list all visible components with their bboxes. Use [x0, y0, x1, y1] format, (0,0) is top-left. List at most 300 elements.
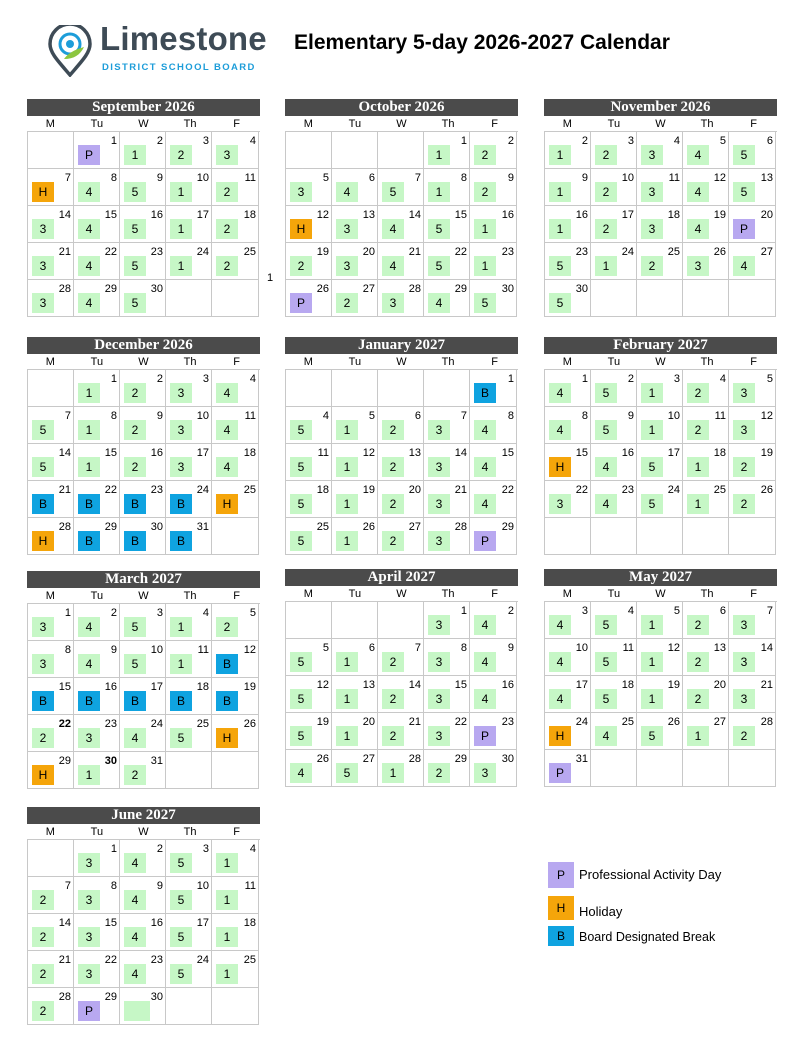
day-cell [212, 914, 259, 951]
day-cell [470, 370, 517, 407]
day-code-badge: 4 [382, 219, 404, 239]
day-number: 12 [243, 644, 256, 656]
day-number: 10 [196, 410, 209, 422]
day-number: 29 [104, 283, 117, 295]
day-number: 7 [414, 172, 421, 184]
day-number: 11 [668, 172, 680, 184]
day-number: 21 [58, 246, 71, 258]
day-code-badge: 2 [382, 494, 404, 514]
day-code-badge: B [216, 654, 238, 674]
day-number: 12 [316, 679, 329, 691]
week-row [28, 678, 260, 715]
day-number: 23 [621, 484, 634, 496]
day-number: 16 [501, 209, 514, 221]
weekday-label: W [138, 590, 149, 602]
day-code-badge: 5 [124, 617, 146, 637]
day-cell [166, 914, 212, 951]
month-title: October 2026 [285, 99, 518, 116]
day-cell [545, 518, 591, 555]
day-code-badge: 2 [216, 256, 238, 276]
day-code-badge: 4 [428, 293, 450, 313]
week-row [286, 676, 518, 713]
day-cell [470, 206, 517, 243]
day-cell [591, 750, 637, 787]
day-number: 2 [581, 135, 588, 147]
day-number: 11 [244, 410, 256, 422]
day-number: 8 [110, 880, 117, 892]
weekday-header [285, 116, 518, 132]
day-code-badge: 1 [336, 494, 358, 514]
day-code-badge: 5 [170, 853, 192, 873]
day-cell [424, 132, 470, 169]
day-cell [286, 713, 332, 750]
day-code-badge: 3 [170, 383, 192, 403]
day-cell [683, 407, 729, 444]
day-number: 19 [713, 209, 726, 221]
day-code-badge [124, 1001, 150, 1021]
day-cell [74, 678, 120, 715]
day-number: 1 [460, 135, 467, 147]
day-cell [729, 676, 776, 713]
day-cell [212, 243, 259, 280]
day-cell [28, 715, 74, 752]
day-number: 4 [202, 607, 209, 619]
weekday-label: Tu [348, 588, 362, 600]
day-cell [28, 988, 74, 1025]
day-cell [470, 407, 517, 444]
day-code-badge: 1 [336, 531, 358, 551]
day-code-badge: 1 [216, 853, 238, 873]
day-code-badge: 3 [733, 689, 755, 709]
day-number: 10 [667, 410, 680, 422]
day-code-badge: 1 [170, 256, 192, 276]
weekday-label: F [491, 118, 499, 130]
day-code-badge: 4 [78, 219, 100, 239]
day-number: 29 [104, 521, 117, 533]
day-number: 9 [156, 880, 163, 892]
day-code-badge: 2 [733, 726, 755, 746]
week-row [28, 407, 260, 444]
day-cell [683, 518, 729, 555]
weekday-label: M [562, 356, 572, 368]
day-number: 22 [454, 246, 467, 258]
day-code-badge: 1 [170, 219, 192, 239]
day-cell [120, 243, 166, 280]
day-cell [424, 639, 470, 676]
day-number: 2 [507, 605, 514, 617]
day-number: 3 [202, 135, 209, 147]
day-cell [120, 678, 166, 715]
month-title: April 2027 [285, 569, 518, 586]
month-grid [27, 840, 260, 1025]
day-code-badge: B [32, 691, 54, 711]
day-number: 7 [766, 605, 773, 617]
day-code-badge: 5 [124, 182, 146, 202]
day-code-badge: 2 [382, 531, 404, 551]
day-code-badge: 4 [474, 689, 496, 709]
day-code-badge: 1 [78, 457, 100, 477]
day-code-badge: B [124, 494, 146, 514]
weekday-label: W [655, 356, 666, 368]
weekday-label: W [396, 356, 407, 368]
day-cell [332, 750, 378, 787]
day-cell [378, 518, 424, 555]
day-code-badge: B [78, 531, 100, 551]
day-cell [545, 280, 591, 317]
day-code-badge: 5 [290, 457, 312, 477]
day-number: 2 [110, 607, 117, 619]
day-cell [729, 639, 776, 676]
day-cell [545, 713, 591, 750]
day-code-badge: 1 [78, 765, 100, 785]
day-number: 19 [316, 246, 329, 258]
week-row [286, 639, 518, 676]
day-cell [286, 206, 332, 243]
day-code-badge: 2 [382, 689, 404, 709]
day-cell [28, 604, 74, 641]
weekday-label: F [750, 588, 758, 600]
day-number: 25 [243, 484, 256, 496]
day-code-badge: 5 [549, 293, 571, 313]
day-cell [424, 676, 470, 713]
day-code-badge: 2 [733, 457, 755, 477]
day-cell [683, 169, 729, 206]
day-cell [166, 481, 212, 518]
day-number: 18 [316, 484, 329, 496]
day-number: 1 [64, 607, 71, 619]
day-code-badge: 5 [170, 890, 192, 910]
weekday-label: W [396, 588, 407, 600]
day-number: 12 [760, 410, 773, 422]
weekday-label: F [233, 590, 241, 602]
day-number: 18 [196, 681, 209, 693]
day-cell [424, 407, 470, 444]
weekday-label: W [655, 118, 666, 130]
day-cell [591, 444, 637, 481]
day-cell [286, 444, 332, 481]
week-row [545, 169, 777, 206]
day-number: 30 [501, 753, 514, 765]
day-number: 2 [156, 135, 163, 147]
day-cell [286, 132, 332, 169]
day-cell [212, 988, 259, 1025]
day-number: 14 [408, 679, 421, 691]
day-cell [591, 243, 637, 280]
day-code-badge: 5 [124, 219, 146, 239]
day-number: 30 [575, 283, 588, 295]
day-code-badge: 3 [687, 256, 709, 276]
month-title: February 2027 [544, 337, 777, 354]
day-cell [637, 169, 683, 206]
day-code-badge: 4 [474, 615, 496, 635]
month-title: January 2027 [285, 337, 518, 354]
day-code-badge: 3 [641, 182, 663, 202]
day-cell [286, 169, 332, 206]
legend-swatch-board-break: B [548, 926, 574, 946]
day-code-badge: 2 [382, 652, 404, 672]
day-cell [166, 370, 212, 407]
day-number: 14 [58, 917, 71, 929]
day-number: 15 [104, 447, 117, 459]
weekday-label: M [45, 118, 55, 130]
month-7 [285, 569, 518, 787]
day-cell [545, 639, 591, 676]
day-code-badge: 2 [687, 689, 709, 709]
day-cell [378, 481, 424, 518]
legend-label-holiday: Holiday [579, 904, 623, 919]
day-cell [591, 602, 637, 639]
day-number: 21 [58, 954, 71, 966]
day-number: 5 [766, 373, 773, 385]
day-code-badge: 3 [78, 728, 100, 748]
day-code-badge: 1 [595, 256, 617, 276]
day-code-badge: 2 [687, 652, 709, 672]
day-code-badge: 4 [124, 964, 146, 984]
day-cell [28, 169, 74, 206]
month-3 [27, 337, 260, 555]
day-cell [74, 518, 120, 555]
day-cell [286, 481, 332, 518]
day-cell [378, 639, 424, 676]
day-cell [120, 988, 166, 1025]
day-code-badge: 4 [549, 652, 571, 672]
day-code-badge: 4 [124, 853, 146, 873]
day-cell [637, 407, 683, 444]
day-number: 19 [760, 447, 773, 459]
day-code-badge: 5 [290, 420, 312, 440]
day-code-badge: 1 [474, 219, 496, 239]
day-cell [683, 481, 729, 518]
day-number: 5 [673, 605, 680, 617]
day-code-badge: 1 [216, 964, 238, 984]
day-number: 21 [408, 716, 421, 728]
day-cell [166, 243, 212, 280]
day-code-badge: 2 [733, 494, 755, 514]
day-code-badge: 4 [216, 420, 238, 440]
day-number: 28 [58, 991, 71, 1003]
day-code-badge: 3 [733, 652, 755, 672]
day-code-badge: 2 [336, 293, 358, 313]
week-row [286, 370, 518, 407]
day-cell [166, 518, 212, 555]
day-number: 30 [501, 283, 514, 295]
weekday-label: Th [183, 590, 197, 602]
month-4 [285, 337, 518, 555]
day-code-badge: 2 [428, 763, 450, 783]
day-cell [74, 481, 120, 518]
week-row [28, 169, 260, 206]
day-number: 8 [110, 410, 117, 422]
day-code-badge: H [549, 457, 571, 477]
day-number: 11 [714, 410, 726, 422]
weekday-label: Tu [607, 118, 621, 130]
week-row [286, 713, 518, 750]
day-cell [166, 678, 212, 715]
day-number: 19 [362, 484, 375, 496]
day-cell [545, 243, 591, 280]
weekday-header [27, 824, 260, 840]
day-number: 3 [202, 373, 209, 385]
day-number: 13 [713, 642, 726, 654]
weekday-label: F [233, 356, 241, 368]
day-number: 16 [104, 681, 117, 693]
day-code-badge: 1 [641, 420, 663, 440]
day-cell [120, 407, 166, 444]
day-number: 9 [507, 642, 514, 654]
day-code-badge: 4 [474, 494, 496, 514]
day-code-badge: P [549, 763, 571, 783]
day-cell [120, 715, 166, 752]
day-code-badge: 3 [382, 293, 404, 313]
day-number: 17 [621, 209, 634, 221]
day-number: 1 [581, 373, 588, 385]
day-number: 9 [156, 172, 163, 184]
day-code-badge: 1 [641, 652, 663, 672]
day-number: 24 [196, 484, 209, 496]
day-number: 14 [454, 447, 467, 459]
day-code-badge: 4 [124, 890, 146, 910]
day-code-badge: H [549, 726, 571, 746]
day-code-badge: H [32, 765, 54, 785]
day-number: 4 [249, 373, 256, 385]
day-code-badge: 3 [32, 654, 54, 674]
day-code-badge: 2 [687, 383, 709, 403]
weekday-header [285, 586, 518, 602]
day-code-badge: 3 [290, 182, 312, 202]
day-code-badge: 3 [428, 652, 450, 672]
day-number: 3 [627, 135, 634, 147]
week-row [545, 750, 777, 787]
day-code-badge: 3 [32, 219, 54, 239]
day-cell [637, 444, 683, 481]
day-number: 17 [667, 447, 680, 459]
day-code-badge: 1 [382, 763, 404, 783]
day-code-badge: 2 [124, 457, 146, 477]
day-cell [470, 639, 517, 676]
weekday-label: W [655, 588, 666, 600]
day-cell [470, 132, 517, 169]
weekday-label: Th [441, 588, 455, 600]
day-code-badge: 2 [290, 256, 312, 276]
day-cell [378, 444, 424, 481]
week-row [286, 481, 518, 518]
day-cell [74, 877, 120, 914]
day-number: 3 [156, 607, 163, 619]
month-grid [285, 132, 518, 317]
day-cell [424, 444, 470, 481]
day-code-badge: 1 [549, 145, 571, 165]
day-cell [424, 750, 470, 787]
day-cell [120, 280, 166, 317]
day-number: 30 [150, 283, 163, 295]
day-code-badge: 3 [474, 763, 496, 783]
day-cell [470, 243, 517, 280]
logo-subtitle: DISTRICT SCHOOL BOARD [102, 62, 256, 73]
day-cell [28, 518, 74, 555]
day-code-badge: 2 [216, 182, 238, 202]
week-row [286, 280, 518, 317]
day-code-badge: B [78, 494, 100, 514]
week-row [286, 132, 518, 169]
day-number: 27 [362, 283, 375, 295]
day-cell [286, 407, 332, 444]
day-code-badge: 5 [733, 145, 755, 165]
day-cell [286, 750, 332, 787]
day-cell [545, 169, 591, 206]
day-code-badge: 1 [428, 182, 450, 202]
day-cell [424, 370, 470, 407]
day-number: 15 [104, 917, 117, 929]
day-cell [591, 407, 637, 444]
day-cell [470, 713, 517, 750]
day-code-badge: 5 [336, 763, 358, 783]
day-number: 2 [156, 843, 163, 855]
weekday-label: F [491, 356, 499, 368]
weekday-header [544, 116, 777, 132]
day-number: 15 [575, 447, 588, 459]
week-row [286, 206, 518, 243]
weekday-label: M [303, 118, 313, 130]
week-row [286, 243, 518, 280]
day-code-badge: P [474, 531, 496, 551]
day-cell [424, 169, 470, 206]
day-code-badge: 2 [32, 1001, 54, 1021]
day-cell [212, 370, 259, 407]
day-cell [378, 676, 424, 713]
day-code-badge: 1 [336, 457, 358, 477]
day-code-badge: 3 [32, 256, 54, 276]
month-title: December 2026 [27, 337, 260, 354]
day-cell [212, 169, 259, 206]
day-number: 24 [150, 718, 163, 730]
week-row [286, 407, 518, 444]
day-code-badge: 5 [382, 182, 404, 202]
day-cell [729, 602, 776, 639]
day-number: 25 [713, 484, 726, 496]
day-code-badge: 3 [32, 293, 54, 313]
day-code-badge: 2 [474, 145, 496, 165]
weekday-label: W [396, 118, 407, 130]
day-cell [683, 444, 729, 481]
day-cell [120, 951, 166, 988]
day-code-badge: 5 [124, 654, 146, 674]
day-cell [74, 988, 120, 1025]
day-cell [378, 713, 424, 750]
day-code-badge: 2 [382, 420, 404, 440]
day-cell [378, 407, 424, 444]
day-number: 28 [408, 753, 421, 765]
weekday-label: W [138, 826, 149, 838]
weekday-header [544, 354, 777, 370]
day-number: 21 [454, 484, 467, 496]
day-cell [729, 518, 776, 555]
day-number: 8 [64, 644, 71, 656]
day-code-badge: 4 [549, 615, 571, 635]
day-code-badge: 1 [687, 494, 709, 514]
day-code-badge: 4 [549, 689, 571, 709]
day-code-badge: 3 [428, 494, 450, 514]
weekday-label: Th [183, 118, 197, 130]
day-code-badge: 4 [78, 256, 100, 276]
day-number: 24 [196, 246, 209, 258]
week-row [28, 444, 260, 481]
day-cell [424, 481, 470, 518]
day-number: 19 [243, 681, 256, 693]
week-row [28, 951, 260, 988]
month-grid [544, 132, 777, 317]
day-number: 1 [460, 605, 467, 617]
day-cell [28, 752, 74, 789]
